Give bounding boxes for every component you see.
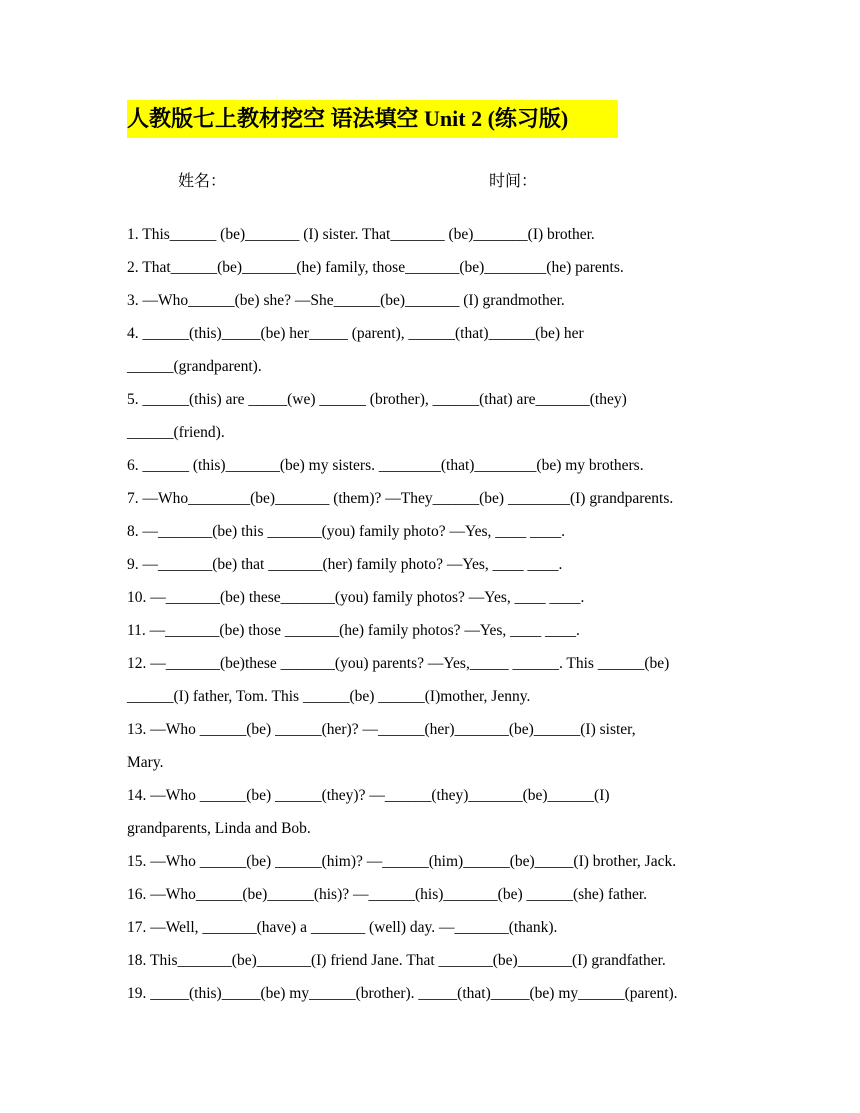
time-label: 时间： xyxy=(489,173,538,190)
question-line: 15. —Who ______(be) ______(him)? —______(him)______(be)_____(I) brother, Jack. xyxy=(127,853,677,870)
question-line: 11. —_______(be) those _______(he) family photos? —Yes, ____ ____. xyxy=(127,622,580,639)
question-line: 2. That______(be)_______(he) family, those_______(be)________(he) parents. xyxy=(127,259,624,276)
question-list xyxy=(127,224,747,1016)
question-line: Mary. xyxy=(127,754,164,771)
name-label: 姓名： xyxy=(178,173,227,190)
question-line: 16. —Who______(be)______(his)? —______(his)_______(be) ______(she) father. xyxy=(127,886,648,903)
question-line: 3. —Who______(be) she? —She______(be)_______ (I) grandmother. xyxy=(127,292,565,309)
question-line: 6. ______ (this)_______(be) my sisters. ________(that)________(be) my brothers. xyxy=(127,457,644,474)
question-line: 13. —Who ______(be) ______(her)? —______(her)_______(be)______(I) sister, xyxy=(127,721,636,738)
question-line: 14. —Who ______(be) ______(they)? —______(they)_______(be)______(I) xyxy=(127,787,610,804)
question-line: 9. —_______(be) that _______(her) family photo? —Yes, ____ ____. xyxy=(127,556,563,573)
question-line: 10. —_______(be) these_______(you) family photos? —Yes, ____ ____. xyxy=(127,589,585,606)
question-line: 1. This______ (be)_______ (I) sister. That_______ (be)_______(I) brother. xyxy=(127,226,595,243)
question-line: 4. ______(this)_____(be) her_____ (parent), ______(that)______(be) her xyxy=(127,325,584,342)
question-line: 5. ______(this) are _____(we) ______ (brother), ______(that) are_______(they) xyxy=(127,391,627,408)
question-line: 8. —_______(be) this _______(you) family photo? —Yes, ____ ____. xyxy=(127,523,565,540)
question-line: 17. —Well, _______(have) a _______ (well) day. —_______(thank). xyxy=(127,919,558,936)
question-line: ______(grandparent). xyxy=(127,358,262,375)
question-line: 7. —Who________(be)_______ (them)? —They______(be) ________(I) grandparents. xyxy=(127,490,674,507)
question-line: 18. This_______(be)_______(I) friend Jane. That _______(be)_______(I) grandfather. xyxy=(127,952,666,969)
worksheet-title: 人教版七上教材挖空 语法填空 Unit 2 (练习版) xyxy=(127,100,618,138)
question-line: grandparents, Linda and Bob. xyxy=(127,820,311,837)
question-line: ______(friend). xyxy=(127,424,225,441)
question-line: 19. _____(this)_____(be) my______(brother). _____(that)_____(be) my______(parent). xyxy=(127,985,678,1002)
question-line: 12. —_______(be)these _______(you) parents? —Yes,_____ ______. This ______(be) xyxy=(127,655,670,672)
question-line: ______(I) father, Tom. This ______(be) ______(I)mother, Jenny. xyxy=(127,688,531,705)
